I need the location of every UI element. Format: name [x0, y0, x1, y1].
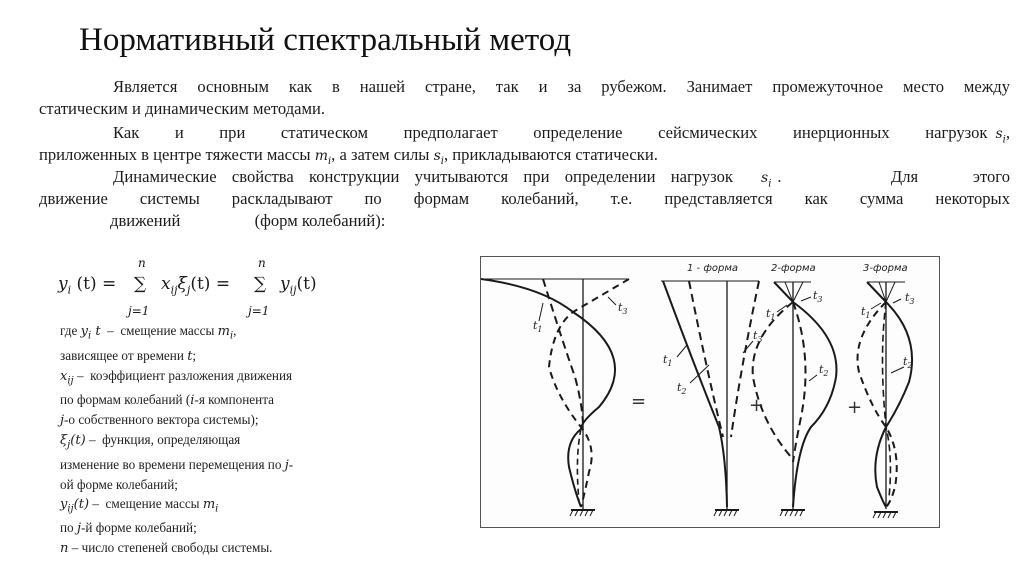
decomposition-formula [58, 256, 328, 320]
plus-operator-1: + [749, 395, 765, 416]
label-t1-mode-2: $t_1$ [766, 307, 776, 323]
math-s-i: $s_i$ [433, 148, 444, 167]
sum-lower-limit-2: j=1 [248, 304, 270, 318]
paragraph-3-line-1-tail: . Для этого [777, 167, 1010, 186]
definition-xi-j: $\xi_j(t)$ – функция, определяющая [60, 432, 241, 451]
label-t2-mode-2: $t_2$ [819, 363, 829, 379]
definition-x-ij: $x_{ij}$ – коэффициент разложения движения [60, 367, 293, 387]
slide-title: Нормативный спектральный метод [79, 22, 572, 58]
label-t3-mode-3: $t_3$ [905, 291, 915, 307]
definition-n: n – число степеней свободы системы. [60, 540, 273, 557]
mode-3-label: 3-форма [863, 263, 908, 274]
paragraph-1-line-2: статическим и динамическим методами. [39, 99, 326, 118]
combined-motion-diagram [481, 279, 629, 516]
paragraph-3-line-1-text: Динамические свойства конструкции учитываются при определении нагрузок [113, 167, 733, 186]
definition-mode-component: по формам колебаний (i-я компонента [60, 392, 274, 409]
formula-term-2: $y_{ij}(t)$ [280, 274, 317, 297]
plus-operator-2: + [847, 397, 863, 418]
mode-1-label: 1 - форма [687, 263, 739, 274]
definition-time-dependent: зависящее от времени t; [60, 347, 197, 364]
definition-y-i: где $y_i$ t – смещение массы $m_i$, [60, 323, 237, 342]
definition-mode-shape: ой форме колебаний; [60, 476, 178, 492]
definition-eigenvector: j-о собственного вектора системы); [60, 412, 259, 429]
math-s-i: $s_i$, [995, 123, 1010, 146]
mode-shapes-figure [480, 256, 940, 528]
label-t2-mode-1: $t_2$ [677, 381, 687, 397]
definition-j-mode: по j-й форме колебаний; [60, 520, 197, 537]
sum-upper-limit-1: n [138, 256, 146, 270]
definition-y-ij: $y_{ij}(t)$ – смещение массы $m_i$ [60, 495, 219, 515]
sum-upper-limit-2: n [258, 256, 266, 270]
label-t1-mode-3: $t_1$ [861, 305, 871, 321]
label-t3-mode-1: $t_3$ [753, 329, 763, 345]
formula-term-1: $x_{ij}\xi_j(t)$ = [161, 274, 231, 297]
sum-symbol-2: ∑ [254, 274, 267, 294]
math-m-i: $m_i$ [314, 148, 332, 167]
label-t1-combined: $t_1$ [533, 319, 543, 335]
formula-lhs: $y_i$ (t) = [58, 274, 117, 297]
label-t3-mode-2: $t_3$ [813, 289, 823, 305]
paragraph-2-line-2: приложенных в центре тяжести массы $m_i$, а затем силы $s_i$, прикладываются статически. [39, 145, 658, 167]
mode-2-label: 2-форма [771, 263, 816, 274]
equals-operator: = [631, 391, 647, 412]
paragraph-3-line-3: движений (форм колебаний): [110, 211, 386, 230]
label-t3-combined: $t_3$ [618, 301, 628, 317]
paragraph-2-line-1-text: Как и при статическом предполагает определение сейсмических инерционных нагрузок [113, 123, 988, 142]
paragraph-3-line-2: движение системы раскладывают по формам колебаний, т.е. представляется как сумма некоторых [39, 189, 1010, 208]
math-s-i: $s_i$ [761, 170, 772, 190]
variable-definitions [60, 321, 350, 558]
definition-time-change: изменение во времени перемещения по j- [60, 456, 294, 473]
mode-shapes-drawing [481, 257, 939, 527]
label-t1-mode-1: $t_1$ [663, 353, 673, 369]
paragraph-1-line-1: Является основным как в нашей стране, так и за рубежом. Занимает промежуточное место между [113, 77, 1010, 96]
sum-lower-limit-1: j=1 [128, 304, 150, 318]
mode-1-diagram [661, 281, 759, 516]
label-t2-mode-3: $t_2$ [903, 355, 913, 371]
sum-symbol-1: ∑ [134, 274, 147, 294]
